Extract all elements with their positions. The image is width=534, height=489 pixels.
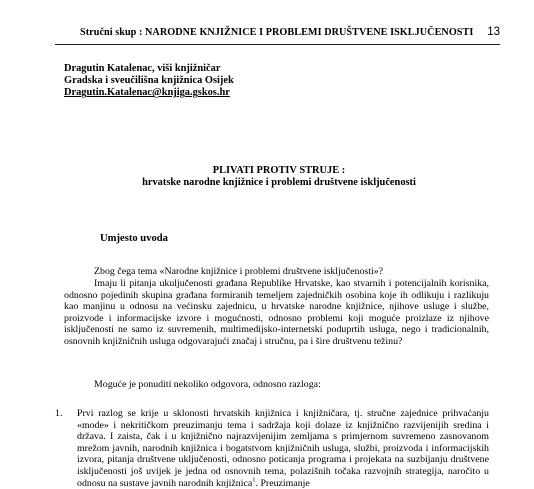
list-number: 1. bbox=[55, 408, 63, 419]
paragraph-1 bbox=[64, 278, 489, 348]
paragraph-1-text: Imaju li pitanja ukuljučenosti građana Republike Hrvatske, kao stvarnih i potencijalnih korisnika, odnosno pojedinih skupina građana formiranih temeljem zajedničkih osobina koje ih odlikuju i razlikuju kao manjinu u odnosu na većinsku zajednicu, u hrvatske narodne knjižnice, njihove usluge i službe, proizvode i informacijske izvore i mogućnosti, odnosno problemi koji moguće proizlaze iz njihove isključenosti ne samo iz suvremenih, multimedijsko-internetski poduprtih usluga, nego i tradicionalnih, osnovnih knjižničnih usluga odgovarajući značaj i stručnu, pa i šire društvenu težinu? bbox=[64, 278, 489, 347]
author-email-link[interactable]: Dragutin.Katalenac@knjiga.gskos.hr bbox=[64, 87, 230, 99]
list-text-body: Prvi razlog se krije u sklonosti hrvatskih knjižnica i knjižničara, tj. stručne zajednice prihvaćanju «mode» i nekritičkom preuzimanju tema i sadržaja koji dolaze iz knjižnično razvijenijih sredina i država. I zaista, čak i u knjižnično najrazvijenijim zemljama s primjernom suvremeno zasnovanom mrežom javnih, narodnih knjižnica i bogatstvom knjižničnih usluga, službi, proizvoda i informacijskih izvora, pitanja društvene uključenosti, odnosno poticanja programa i projekata na suzbijanju društvene isključenosti još uvijek je jedna od osnovnih tema, polazišnih točaka razvojnih strategija, naročito u odnosu na sustave javnih narodnih knjižnica bbox=[77, 408, 489, 489]
list-text bbox=[77, 408, 489, 489]
author-name: Dragutin Katalenac, viši knjižničar bbox=[64, 63, 221, 74]
section-heading: Umjesto uvoda bbox=[100, 233, 168, 244]
paper-title: PLIVATI PROTIV STRUJE : bbox=[212, 165, 346, 176]
running-header bbox=[60, 26, 500, 38]
paragraph-2: Moguće je ponuditi nekoliko odgovora, odnosno razloga: bbox=[94, 379, 321, 390]
author-affiliation: Gradska i sveučilišna knjižnica Osijek bbox=[64, 75, 234, 87]
header-title: Stručni skup : NARODNE KNJIŽNICE I PROBLEMI DRUŠTVENE ISKLJUČENOSTI bbox=[80, 27, 474, 38]
footnote-ref: 1 bbox=[252, 476, 256, 484]
page-number: 13 bbox=[487, 26, 500, 38]
paragraph-question: Zbog čega tema «Narodne knjižnice i problemi društvene isključenosti»? bbox=[94, 266, 384, 277]
header-rule bbox=[55, 44, 500, 45]
list-text-tail: . Preuzimanje bbox=[255, 477, 310, 489]
paper-subtitle: hrvatske narodne knjižnice i problemi društvene isključenosti bbox=[142, 177, 416, 188]
author-block bbox=[64, 63, 234, 100]
